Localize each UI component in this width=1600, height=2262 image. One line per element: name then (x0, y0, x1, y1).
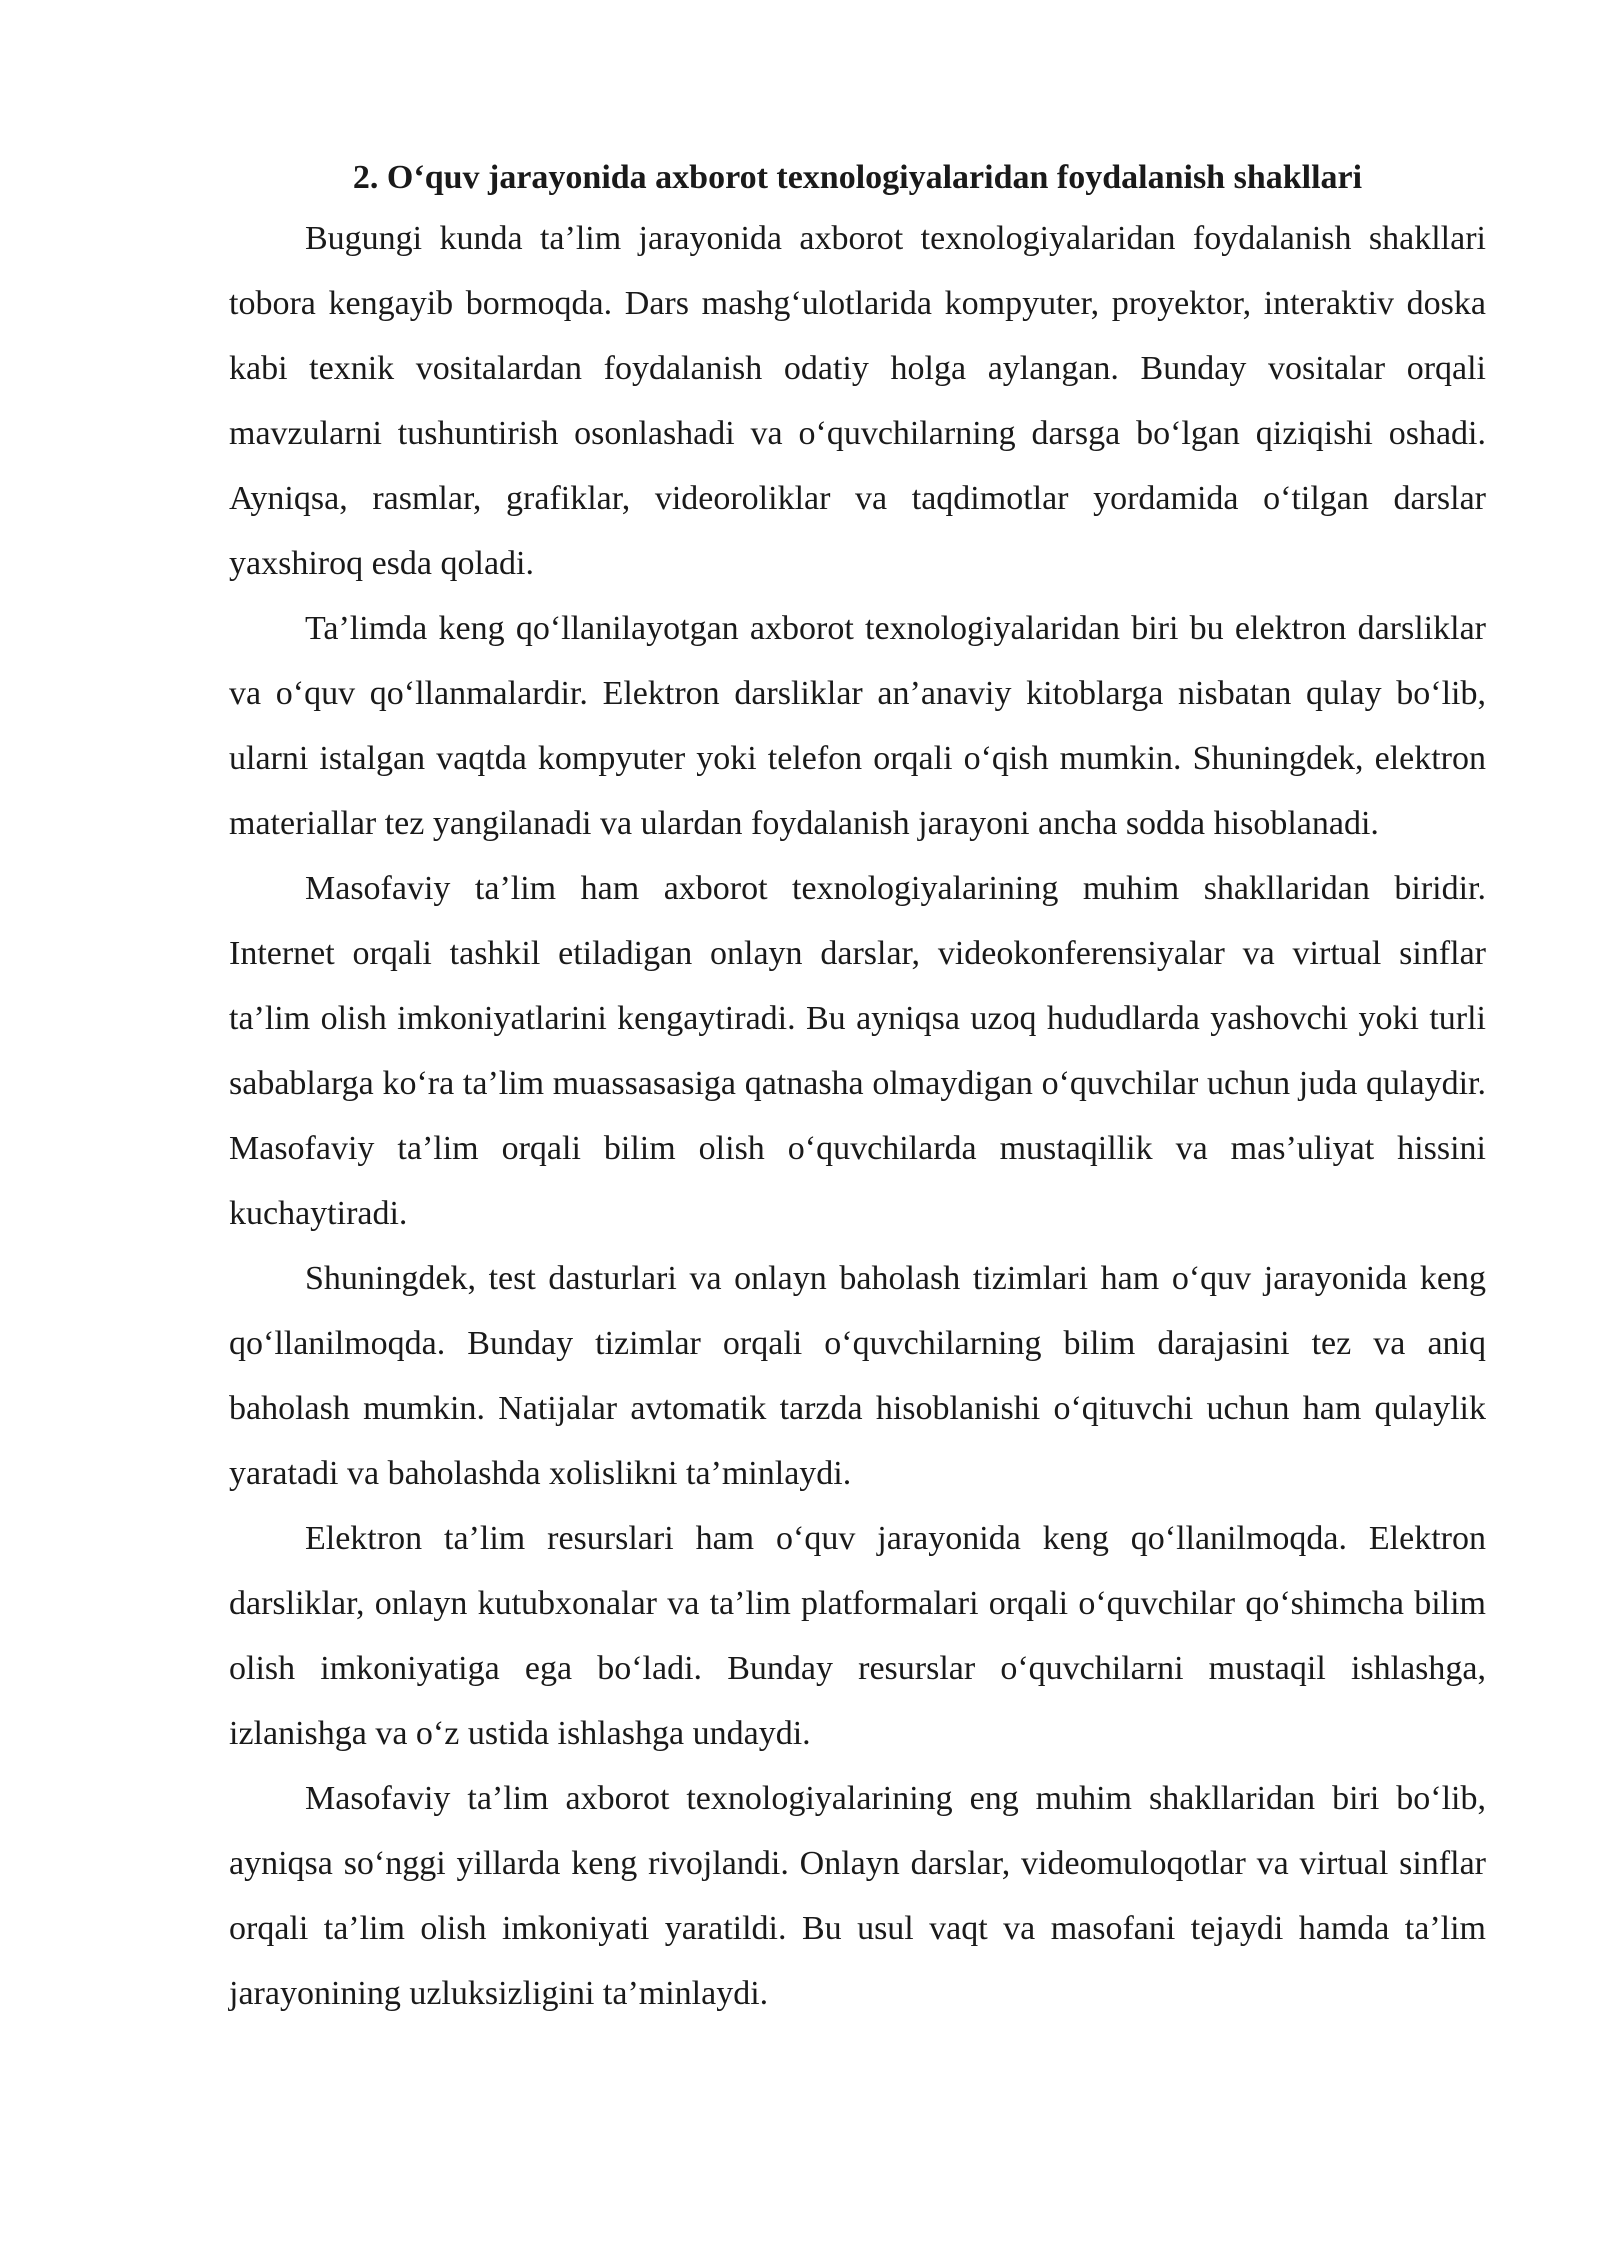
paragraph-1: Bugungi kunda ta’lim jarayonida axborot texnologiyalaridan foydalanish shakllari tobora kengayib bormoqda. Dars mashg‘ulotlarida kompyuter, proyektor, interaktiv doska kabi texnik vositalardan foydalanish odatiy holga aylangan. Bunday vositalar orqali mavzularni tushuntirish osonlashadi va o‘quvchilarning darsga bo‘lgan qiziqishi oshadi. Ayniqsa, rasmlar, grafiklar, videoroliklar va taqdimotlar yordamida o‘tilgan darslar yaxshiroq esda qoladi. (229, 220, 1486, 582)
paragraph-2: Ta’limda keng qo‘llanilayotgan axborot texnologiyalaridan biri bu elektron darsliklar va o‘quv qo‘llanmalardir. Elektron darsliklar an’anaviy kitoblarga nisbatan qulay bo‘lib, ularni istalgan vaqtda kompyuter yoki telefon orqali o‘qish mumkin. Shuningdek, elektron materiallar tez yangilanadi va ulardan foydalanish jarayoni ancha sodda hisoblanadi. (229, 610, 1486, 842)
document-page (229, 150, 1486, 2026)
paragraph-5: Elektron ta’lim resurslari ham o‘quv jarayonida keng qo‘llanilmoqda. Elektron darsliklar, onlayn kutubxonalar va ta’lim platformalari orqali o‘quvchilar qo‘shimcha bilim olish imkoniyatiga ega bo‘ladi. Bunday resurslar o‘quvchilarni mustaqil ishlashga, izlanishga va o‘z ustida ishlashga undaydi. (229, 1520, 1486, 1752)
section-heading: 2. O‘quv jarayonida axborot texnologiyalaridan foydalanish shakllari (352, 159, 1363, 196)
paragraph-6: Masofaviy ta’lim axborot texnologiyalarining eng muhim shakllaridan biri bo‘lib, ayniqsa so‘nggi yillarda keng rivojlandi. Onlayn darslar, videomuloqotlar va virtual sinflar orqali ta’lim olish imkoniyati yaratildi. Bu usul vaqt va masofani tejaydi hamda ta’lim jarayonining uzluksizligini ta’minlaydi. (229, 1780, 1486, 2012)
paragraph-4: Shuningdek, test dasturlari va onlayn baholash tizimlari ham o‘quv jarayonida keng qo‘llanilmoqda. Bunday tizimlar orqali o‘quvchilarning bilim darajasini tez va aniq baholash mumkin. Natijalar avtomatik tarzda hisoblanishi o‘qituvchi uchun ham qulaylik yaratadi va baholashda xolislikni ta’minlaydi. (229, 1260, 1486, 1492)
paragraph-3: Masofaviy ta’lim ham axborot texnologiyalarining muhim shakllaridan biridir. Internet orqali tashkil etiladigan onlayn darslar, videokonferensiyalar va virtual sinflar ta’lim olish imkoniyatlarini kengaytiradi. Bu ayniqsa uzoq hududlarda yashovchi yoki turli sabablarga ko‘ra ta’lim muassasasiga qatnasha olmaydigan o‘quvchilar uchun juda qulaydir. Masofaviy ta’lim orqali bilim olish o‘quvchilarda mustaqillik va mas’uliyat hissini kuchaytiradi. (229, 870, 1486, 1232)
